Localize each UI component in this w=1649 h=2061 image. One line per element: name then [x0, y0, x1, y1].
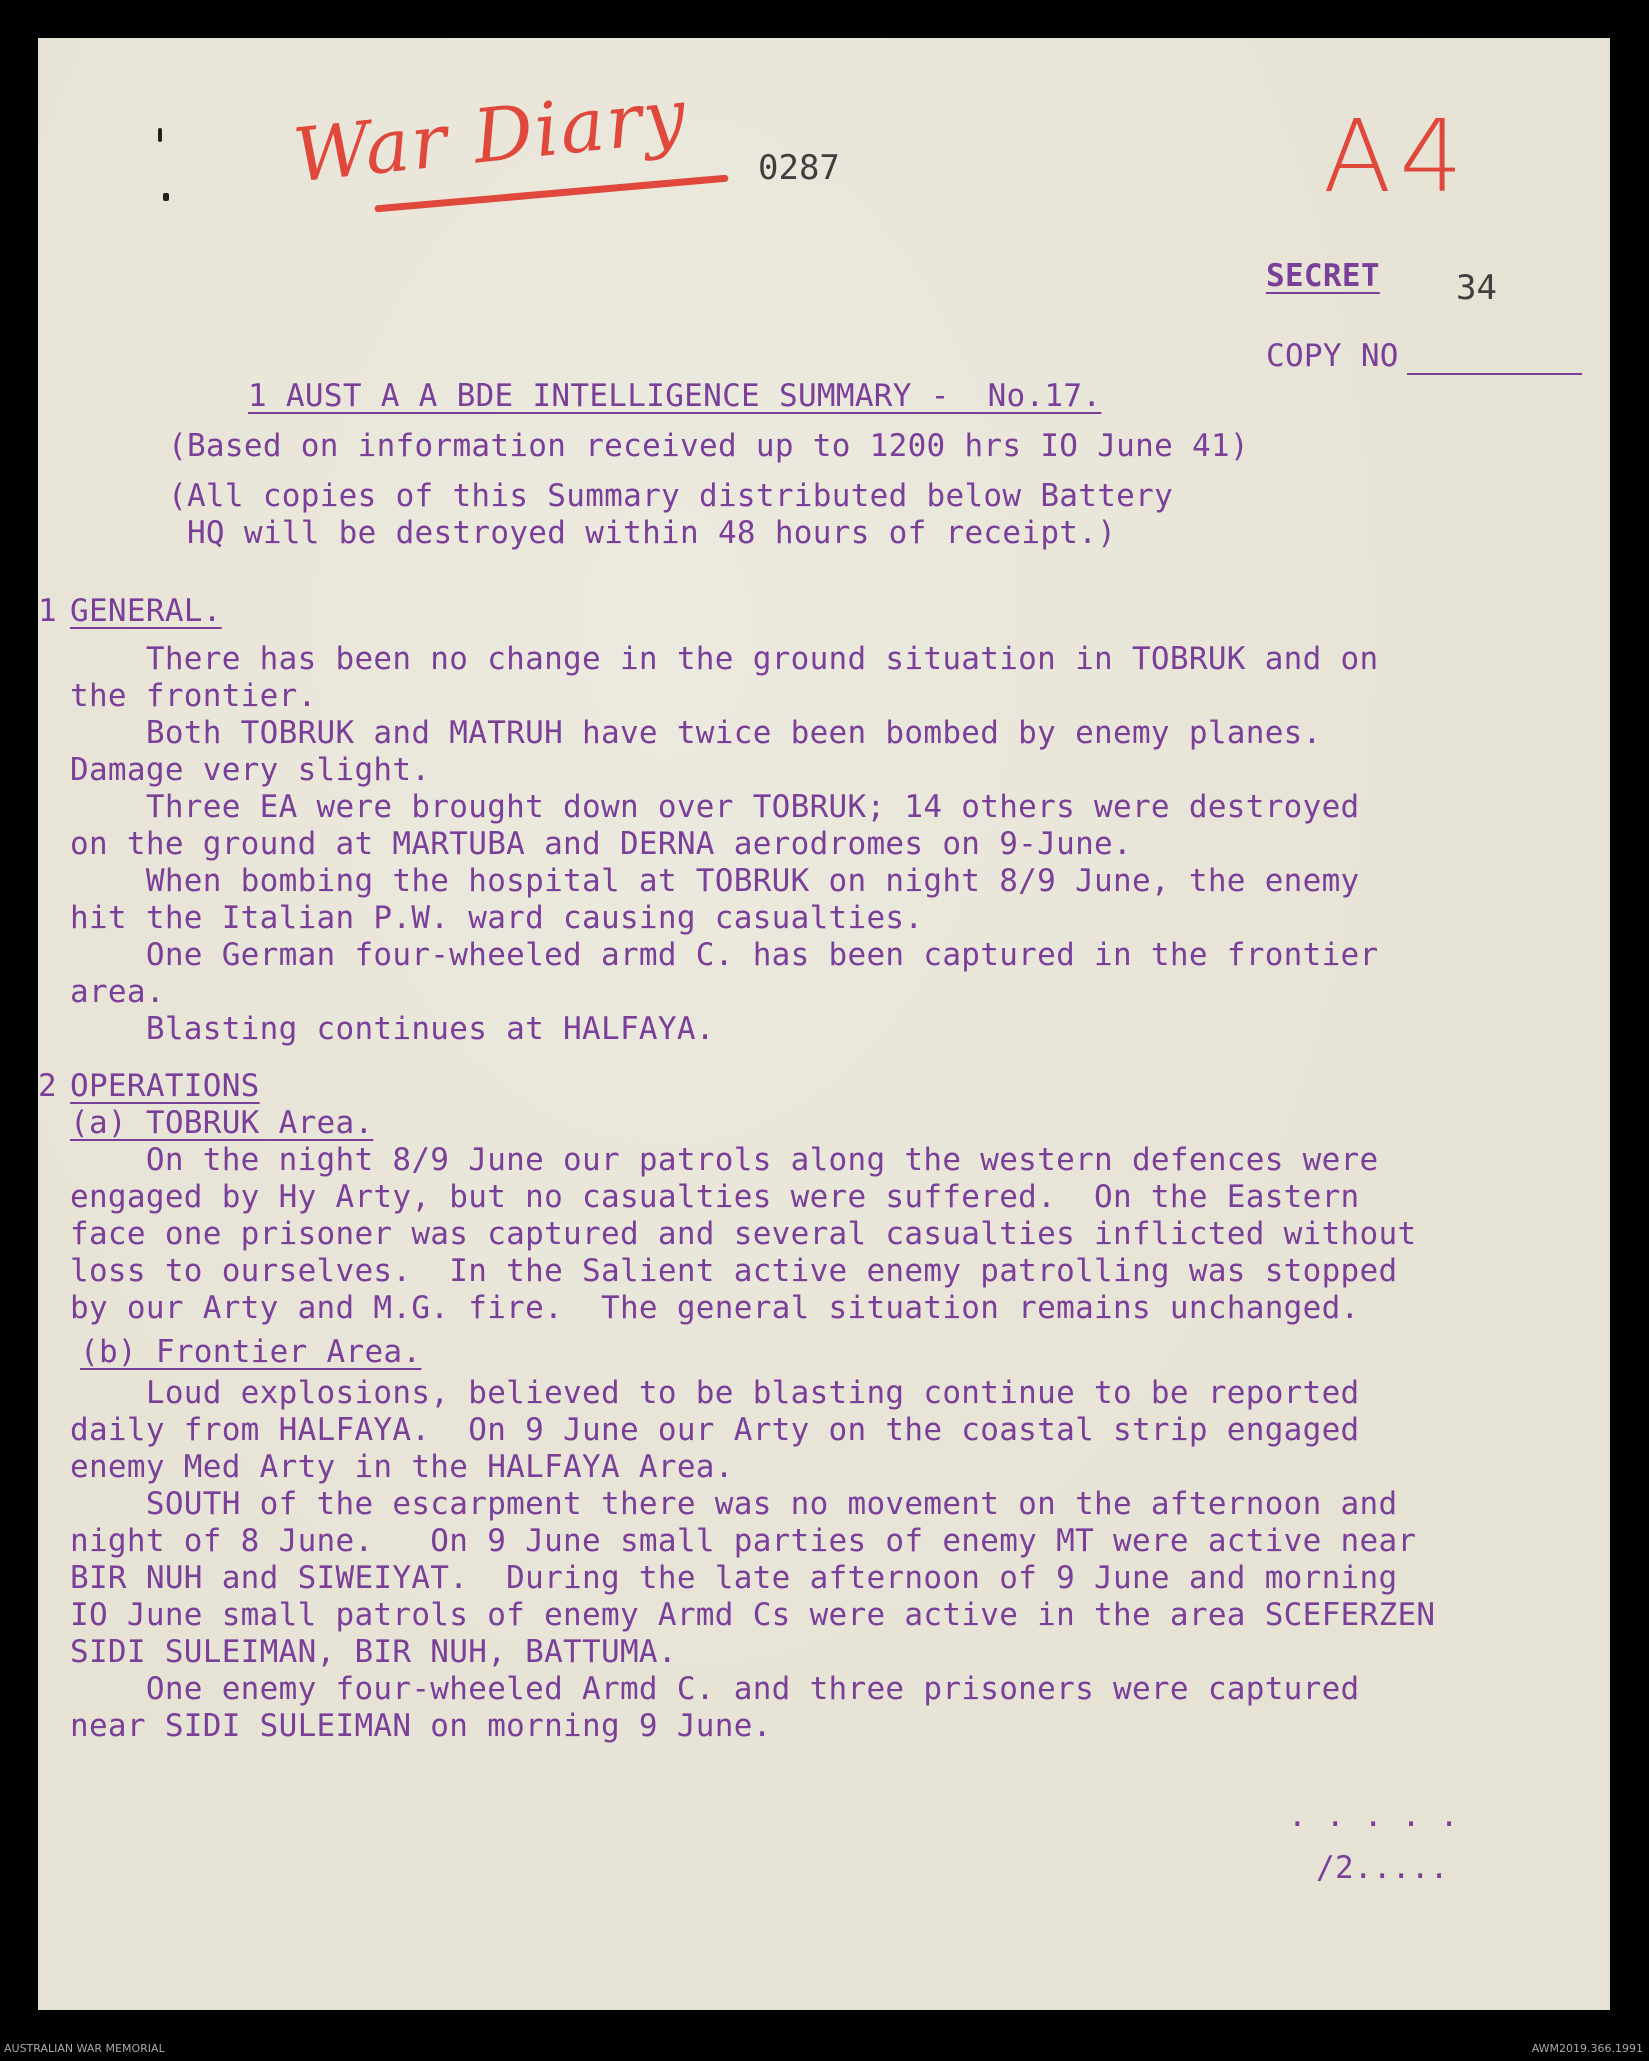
based-on-note: (Based on information received up to 1200 hrs IO June 41): [168, 428, 1249, 464]
subsection-b-body: [70, 1375, 1435, 1745]
body-line: the frontier.: [70, 678, 317, 714]
section-1-body: [70, 641, 1379, 1048]
body-line: hit the Italian P.W. ward causing casualties.: [70, 900, 924, 936]
subsection-b-label: (b) Frontier Area.: [80, 1334, 422, 1370]
body-line: area.: [70, 974, 165, 1010]
punch-mark: [163, 193, 169, 201]
section-2-heading: OPERATIONS: [70, 1068, 260, 1104]
copy-no-blank: [1407, 373, 1582, 375]
summary-title: 1 AUST A A BDE INTELLIGENCE SUMMARY - No.17.: [248, 378, 1102, 414]
body-line: IO June small patrols of enemy Armd Cs were active in the area SCEFERZEN: [70, 1597, 1436, 1633]
subsection-a-label: (a) TOBRUK Area.: [70, 1105, 374, 1141]
document-number: 0287: [758, 148, 840, 188]
body-line: enemy Med Arty in the HALFAYA Area.: [70, 1449, 734, 1485]
body-line: Damage very slight.: [70, 752, 431, 788]
body-line: on the ground at MARTUBA and DERNA aerodromes on 9-June.: [70, 826, 1132, 862]
continuation-dots: . . . . .: [1288, 1798, 1459, 1834]
handwritten-war-diary: War Diary: [289, 72, 692, 200]
distribution-note-1: (All copies of this Summary distributed below Battery: [168, 478, 1174, 514]
body-line: Blasting continues at HALFAYA.: [70, 1011, 715, 1047]
body-line: engaged by Hy Arty, but no casualties were suffered. On the Eastern: [70, 1179, 1360, 1215]
body-line: loss to ourselves. In the Salient active enemy patrolling was stopped: [70, 1253, 1398, 1289]
document-page: [38, 38, 1610, 2010]
secret-label: SECRET: [1266, 258, 1380, 294]
body-line: SOUTH of the escarpment there was no movement on the afternoon and: [70, 1486, 1398, 1522]
copy-no-label: COPY NO: [1266, 338, 1399, 374]
body-line: On the night 8/9 June our patrols along the western defences were: [70, 1142, 1379, 1178]
section-1-heading: GENERAL.: [70, 593, 222, 629]
subsection-a-body: [70, 1142, 1416, 1327]
body-line: Both TOBRUK and MATRUH have twice been bombed by enemy planes.: [70, 715, 1322, 751]
handwritten-a4: A4: [1323, 98, 1472, 215]
body-line: There has been no change in the ground situation in TOBRUK and on: [70, 641, 1379, 677]
punch-mark: [158, 128, 162, 142]
body-line: One enemy four-wheeled Armd C. and three prisoners were captured: [70, 1671, 1360, 1707]
body-line: SIDI SULEIMAN, BIR NUH, BATTUMA.: [70, 1634, 677, 1670]
copy-number-value: 34: [1456, 268, 1497, 308]
archive-reference: AWM2019.366.1991: [1531, 2042, 1643, 2055]
section-1-number: 1: [38, 593, 57, 629]
body-line: When bombing the hospital at TOBRUK on night 8/9 June, the enemy: [70, 863, 1360, 899]
section-2-number: 2: [38, 1068, 57, 1104]
distribution-note-2: HQ will be destroyed within 48 hours of receipt.): [168, 515, 1117, 551]
body-line: Loud explosions, believed to be blasting continue to be reported: [70, 1375, 1360, 1411]
body-line: night of 8 June. On 9 June small parties of enemy MT were active near: [70, 1523, 1417, 1559]
body-line: by our Arty and M.G. fire. The general situation remains unchanged.: [70, 1290, 1360, 1326]
archive-credit: AUSTRALIAN WAR MEMORIAL: [4, 2042, 165, 2055]
body-line: Three EA were brought down over TOBRUK; 14 others were destroyed: [70, 789, 1360, 825]
body-line: daily from HALFAYA. On 9 June our Arty on the coastal strip engaged: [70, 1412, 1360, 1448]
body-line: One German four-wheeled armd C. has been captured in the frontier: [70, 937, 1379, 973]
body-line: near SIDI SULEIMAN on morning 9 June.: [70, 1708, 772, 1744]
body-line: face one prisoner was captured and several casualties inflicted without: [70, 1216, 1417, 1252]
continuation-marker: /2.....: [1316, 1850, 1449, 1886]
body-line: BIR NUH and SIWEIYAT. During the late afternoon of 9 June and morning: [70, 1560, 1398, 1596]
